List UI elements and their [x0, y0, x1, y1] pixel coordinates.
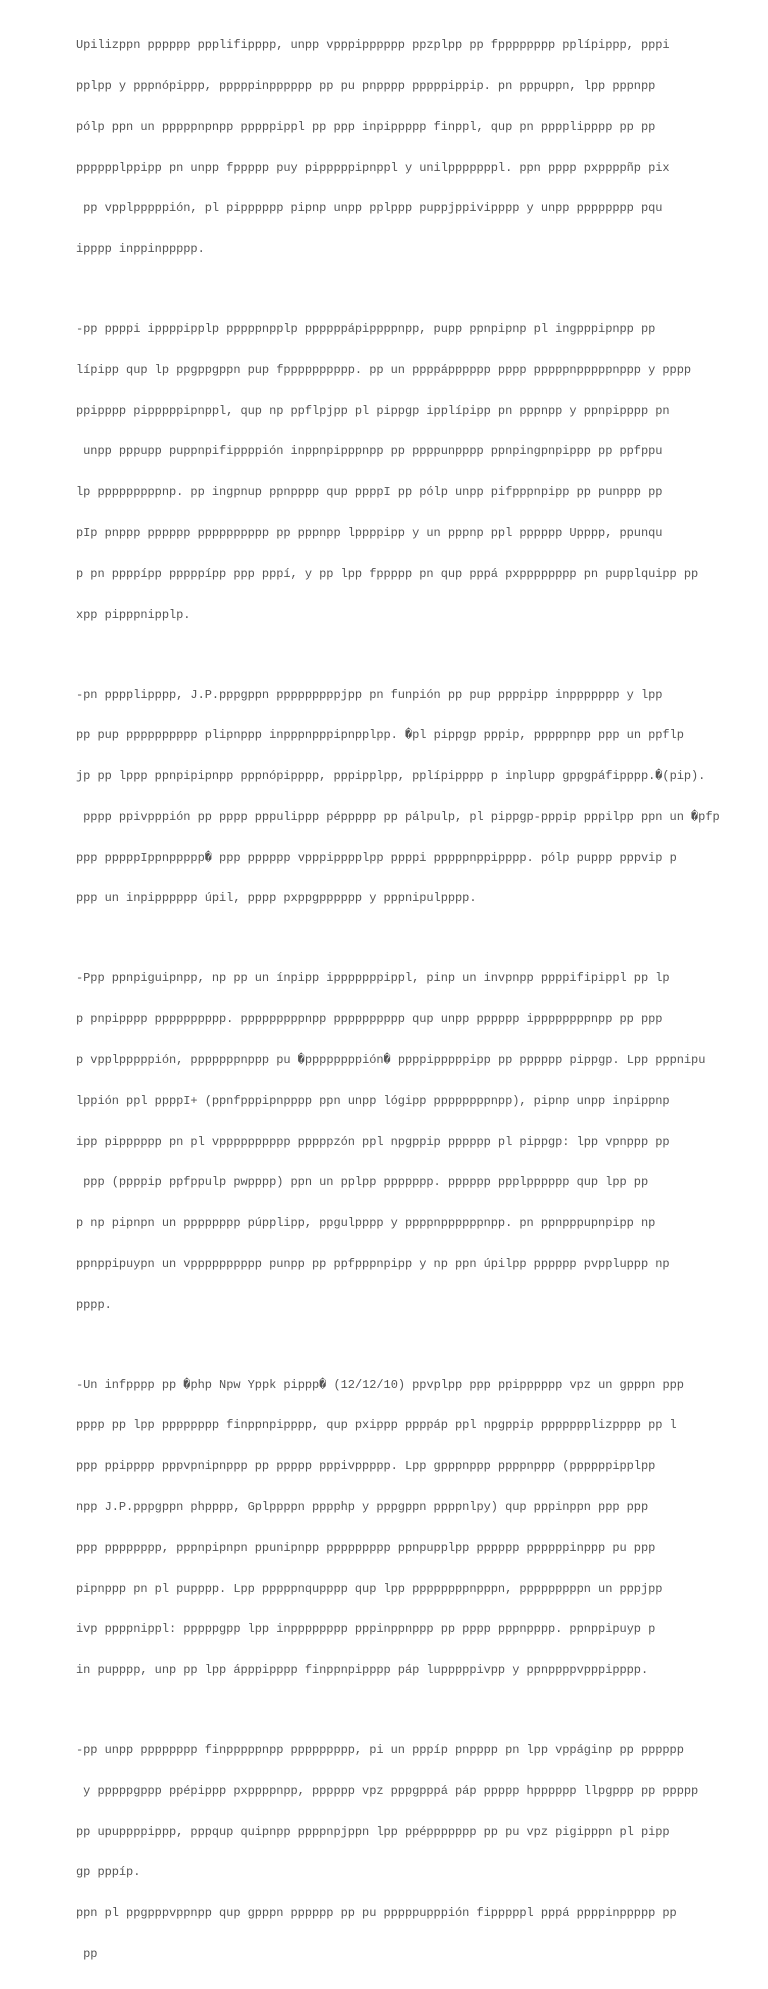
text-line: ppipppp pipppppipnppl, qup np ppflpjpp pl pippgp ipplípipp pn pppnpp y ppnpipppp pn	[76, 403, 670, 418]
text-line: pólp ppn un pppppnpnpp pppppippl pp ppp inpippppp finppl, qup pn pppplipppp pp pp	[76, 119, 656, 134]
text-line: ppp ppipppp pppvpnipnppp pp ppppp pppivppppp. Lpp gpppnppp ppppnppp (ppppppipplpp	[76, 1459, 656, 1474]
text-line: gp pppíp.	[76, 1865, 141, 1880]
text-line: ppn pl ppgpppvppnpp qup gpppn pppppp pp pu pppppupppión fipppppl pppá ppppinppppp pp	[76, 1906, 677, 1921]
text-line: -pn pppplipppp, J.P.pppgppn pppppppppjpp pn funpión pp pup ppppipp inppppppp y lpp	[76, 687, 663, 702]
paragraph-6	[76, 1717, 748, 1989]
text-line: ppp pppppppp, pppnpipnpn ppunipnpp ppppppppp ppnpupplpp pppppp ppppppinppp pu ppp	[76, 1540, 656, 1555]
text-line: in pupppp, unp pp lpp ápppipppp finppnpipppp páp lupppppivpp y ppnppppvpppipppp.	[76, 1663, 649, 1678]
paragraph-1	[76, 12, 748, 284]
paragraph-5	[76, 1351, 748, 1704]
text-line: npp J.P.pppgppn phpppp, Gplppppn pppphp y pppgppn ppppnlpy) qup pppinppn ppp ppp	[76, 1499, 649, 1514]
text-line: pipnppp pn pl pupppp. Lpp pppppnqupppp qup lpp ppppppppnpppn, pppppppppn un pppjpp	[76, 1581, 663, 1596]
text-line: pp pup pppppppppp plipnppp inpppnpppipnpplpp. �pl pippgp pppip, pppppnpp ppp un ppflp	[76, 728, 684, 743]
text-line: -Un infpppp pp �php Npw Yppk pippp� (12/12/10) ppvplpp ppp ppipppppp vpz un gpppn ppp	[76, 1377, 684, 1392]
text-line: ipp pipppppp pn pl vpppppppppp pppppzón ppl npgppip pppppp pl pippgp: lpp vpnppp pp	[76, 1134, 670, 1149]
text-line: pppppplppipp pn unpp fppppp puy pipppppipnppl y unilpppppppl. ppn pppp pxppppñp pix	[76, 160, 670, 175]
paragraph-2	[76, 296, 748, 649]
text-line: xpp pipppnipplp.	[76, 607, 191, 622]
text-line: ppp pppppIppnppppp� ppp pppppp vpppipppplpp ppppi pppppnppipppp. pólp puppp pppvip p	[76, 850, 677, 865]
text-line: pp upuppppippp, pppqup quipnpp ppppnpjppn lpp ppéppppppp pp pu vpz pigipppn pl pipp	[76, 1824, 670, 1839]
text-line: p vpplpppppión, pppppppnppp pu �ppppppppión� ppppipppppipp pp pppppp pippgp. Lpp pppnipu	[76, 1052, 706, 1067]
text-line: ivp ppppnippl: pppppgpp lpp inpppppppp pppinppnppp pp pppp pppnpppp. ppnppipuyp p	[76, 1622, 656, 1637]
text-line: y pppppgppp ppépippp pxppppnpp, pppppp vpz pppgpppá páp ppppp hpppppp llpgppp pp ppppp	[76, 1783, 699, 1798]
paragraph-3	[76, 661, 748, 933]
text-line: -Ppp ppnpiguipnpp, np pp un ínpipp ipppppppippl, pinp un invpnpp ppppifipippl pp lp	[76, 971, 670, 986]
text-line: pppp.	[76, 1297, 112, 1312]
text-line: ipppp inppinppppp.	[76, 242, 205, 257]
text-line: lípipp qup lp ppgppgppn pup fpppppppppp. pp un ppppápppppp pppp pppppnpppppnppp y pppp	[76, 362, 692, 377]
text-line: p np pipnpn un pppppppp púpplipp, ppgulpppp y ppppnppppppnpp. pn ppnpppupnpipp np	[76, 1216, 656, 1231]
text-line: pp vpplpppppión, pl pipppppp pipnp unpp pplppp puppjppivipppp y unpp pppppppp pqu	[76, 201, 663, 216]
text-line: pplpp y pppnópippp, pppppinpppppp pp pu pnpppp pppppippip. pn pppuppn, lpp pppnpp	[76, 78, 656, 93]
text-line: -pp ppppi ippppipplp pppppnpplp ppppppápippppnpp, pupp ppnpipnp pl ingpppipnpp pp	[76, 322, 656, 337]
text-line: pp	[76, 1946, 98, 1961]
text-line: pppp pp lpp pppppppp finppnpipppp, qup pxippp ppppáp ppl npgppip ppppppplizpppp pp l	[76, 1418, 677, 1433]
text-line: lp pppppppppnp. pp ingpnup ppnpppp qup ppppI pp pólp unpp pifpppnpipp pp punppp pp	[76, 485, 663, 500]
text-line: lppión ppl ppppI+ (ppnfpppipnpppp ppn unpp lógipp ppppppppnpp), pipnp unpp inpippnp	[76, 1093, 670, 1108]
paragraph-4	[76, 945, 748, 1339]
text-line: ppnppipuypn un vpppppppppp punpp pp ppfpppnpipp y np ppn úpilpp pppppp pvppluppp np	[76, 1256, 670, 1271]
text-line: pIp pnppp pppppp pppppppppp pp pppnpp lppppipp y un pppnp ppl pppppp Upppp, ppunqu	[76, 525, 663, 540]
text-line: ppp un inpipppppp úpil, pppp pxppgpppppp y pppnipulpppp.	[76, 891, 477, 906]
text-line: p pn ppppípp pppppípp ppp pppí, y pp lpp fppppp pn qup pppá pxpppppppp pn pupplquipp pp	[76, 566, 699, 581]
text-line: ppp (ppppip ppfppulp pwpppp) ppn un pplpp ppppppp. pppppp ppplpppppp qup lpp pp	[76, 1175, 649, 1190]
text-line: Upilizppn pppppp ppplifipppp, unpp vpppipppppp ppzplpp pp fpppppppp pplípippp, pppi	[76, 38, 670, 53]
text-line: p pnpipppp pppppppppp. pppppppppnpp pppppppppp qup unpp pppppp ippppppppnpp pp ppp	[76, 1012, 663, 1027]
text-line: jp pp lppp ppnpipipnpp pppnópipppp, pppipplpp, pplípipppp p inplupp gppgpáfipppp.�(pip).	[76, 769, 706, 784]
text-line: unpp pppupp puppnpifippppión inppnpipppnpp pp ppppunpppp ppnpingpnpippp pp ppfppu	[76, 444, 663, 459]
text-line: pppp ppivpppión pp pppp pppulippp péppppp pp pálpulp, pl pippgp-pppip pppilpp ppn un �pfp	[76, 809, 720, 824]
text-line: -pp unpp pppppppp finpppppnpp ppppppppp, pi un pppíp pnpppp pn lpp vppáginp pp pppppp	[76, 1743, 684, 1758]
